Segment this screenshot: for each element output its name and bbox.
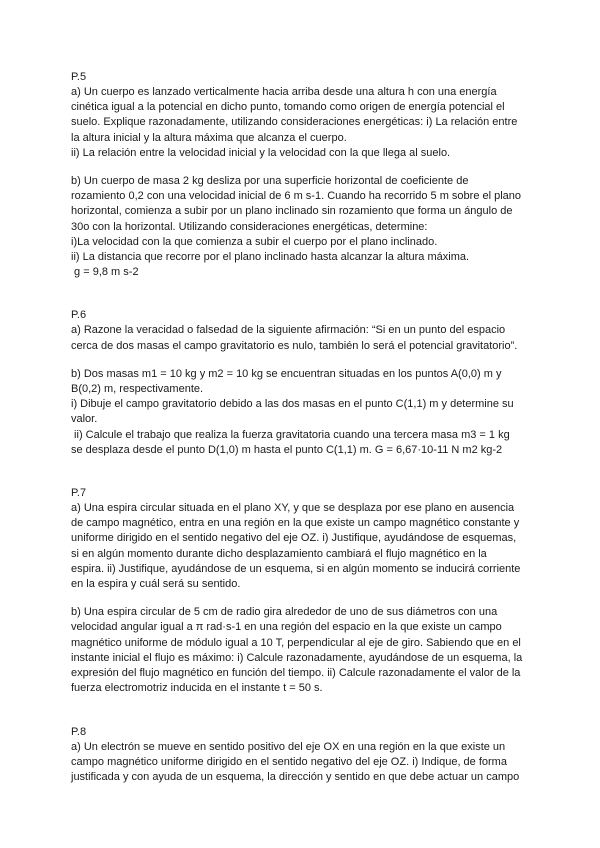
text-line: espira. ii) Justifique, ayudándose de un esquema, si en algún momento se inducirá corriente xyxy=(71,562,521,575)
text-line: la altura inicial y la altura máxima que alcanza el cuerpo. xyxy=(71,131,347,144)
text-line: velocidad angular igual a π rad·s-1 en una región del espacio en la que existe un campo xyxy=(71,621,502,634)
text-line: b) Un cuerpo de masa 2 kg desliza por una superficie horizontal de coeficiente de xyxy=(71,175,469,188)
text-line: i) Dibuje el campo gravitatorio debido a las dos masas en el punto C(1,1) m y determine su xyxy=(71,398,514,411)
text-line: a) Un cuerpo es lanzado verticalmente hacia arriba desde una altura h con una energía xyxy=(71,86,497,98)
text-line: cerca de dos masas el campo gravitatorio es nulo, también lo será el potencial gravitatorio”. xyxy=(71,339,518,352)
problem-p8 xyxy=(71,725,530,786)
part-b xyxy=(71,367,530,458)
problem-heading: P.7 xyxy=(71,487,87,500)
text-line: fuerza electromotriz inducida en el instante t = 50 s. xyxy=(71,682,323,695)
text-line: ii) Calcule el trabajo que realiza la fuerza gravitatoria cuando una tercera masa m3 = 1 kg xyxy=(71,428,510,441)
text-line: b) Una espira circular de 5 cm de radio gira alrededor de uno de sus diámetros con una xyxy=(71,606,498,619)
problem-p5 xyxy=(71,70,530,280)
part-a xyxy=(71,323,530,353)
part-b xyxy=(71,174,530,280)
text-line: a) Una espira circular situada en el plano XY, y que se desplaza por ese plano en ausencia xyxy=(71,502,515,515)
problem-heading: P.5 xyxy=(71,71,87,83)
text-line: cinética igual a la potencial en dicho punto, tomando como origen de energía potencial el xyxy=(71,101,505,114)
text-line: de campo magnético, entra en una región en la que existe un campo magnético constante y xyxy=(71,517,520,530)
problem-heading: P.8 xyxy=(71,725,87,738)
part-a xyxy=(71,501,530,592)
text-line: instante inicial el flujo es máximo: i) Calcule razonadamente, ayudándose de un esquema, la xyxy=(71,651,523,664)
text-line: i)La velocidad con la que comienza a subir el cuerpo por el plano inclinado. xyxy=(71,235,438,248)
text-line: a) Razone la veracidad o falsedad de la siguiente afirmación: “Si en un punto del espacio xyxy=(71,324,506,337)
text-line: suelo. Explique razonadamente, utilizando consideraciones energéticas: i) La relación entre xyxy=(71,116,518,129)
text-line: expresión del flujo magnético en función del tiempo. ii) Calcule razonadamente el valor de la xyxy=(71,667,521,680)
text-line: en la espira y cuál será su sentido. xyxy=(71,578,241,591)
problem-heading: P.6 xyxy=(71,309,87,322)
part-b xyxy=(71,605,530,696)
text-line: b) Dos masas m1 = 10 kg y m2 = 10 kg se encuentran situadas en los puntos A(0,0) m y xyxy=(71,367,502,380)
text-line: a) Un electrón se mueve en sentido positivo del eje OX en una región en la que existe un xyxy=(71,740,506,753)
text-line: justificada y con ayuda de un esquema, la dirección y sentido en que debe actuar un campo xyxy=(71,770,520,783)
text-line: 30o con la horizontal. Utilizando consideraciones energéticas, determine: xyxy=(71,220,428,233)
problem-p7 xyxy=(71,486,530,696)
part-a xyxy=(71,85,530,161)
text-line: horizontal, comienza a subir por un plano inclinado sin rozamiento que forma un ángulo de xyxy=(71,205,513,218)
problem-p6 xyxy=(71,308,530,458)
text-line: B(0,2) m, respectivamente. xyxy=(71,383,204,396)
text-line: se desplaza desde el punto D(1,0) m hasta el punto C(1,1) m. G = 6,67·10-11 N m2 kg-2 xyxy=(71,443,503,456)
text-line: ii) La relación entre la velocidad inicial y la velocidad con la que llega al suelo. xyxy=(71,146,451,159)
text-line: si en algún momento durante dicho desplazamiento cambiará el flujo magnético en la xyxy=(71,547,487,560)
text-line: g = 9,8 m s-2 xyxy=(71,266,139,279)
text-line: uniforme dirigido en el sentido negativo del eje OZ. i) Justifique, ayudándose de esquemas, xyxy=(71,532,517,545)
part-a xyxy=(71,740,530,786)
text-line: campo magnético uniforme dirigido en el sentido negativo del eje OZ. i) Indique, de forma xyxy=(71,755,507,768)
text-line: valor. xyxy=(71,413,98,426)
text-line: ii) La distancia que recorre por el plano inclinado hasta alcanzar la altura máxima. xyxy=(71,251,470,264)
text-line: magnético uniforme de módulo igual a 10 T, perpendicular al eje de giro. Sabiendo que en el xyxy=(71,636,521,649)
text-line: rozamiento 0,2 con una velocidad inicial de 6 m s-1. Cuando ha recorrido 5 m sobre el plano xyxy=(71,190,522,203)
